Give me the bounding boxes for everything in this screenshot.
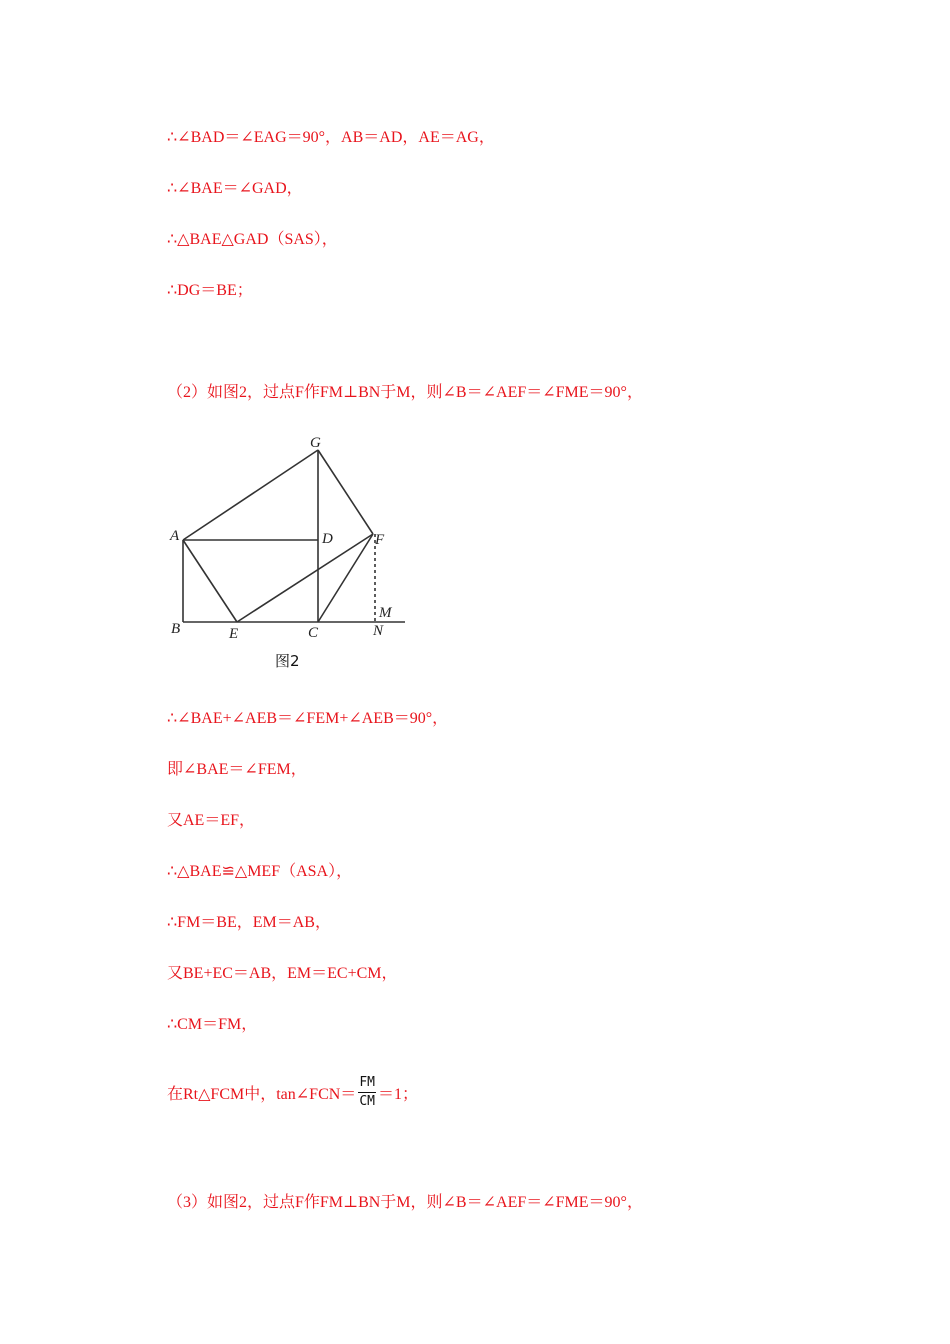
segment-EF: [237, 534, 373, 622]
geometry-figure-2: [165, 432, 415, 647]
label-G: G: [310, 435, 321, 451]
proof-line-8: 又AE＝EF，: [167, 812, 256, 829]
proof-line-6: ∴∠BAE+∠AEB＝∠FEM+∠AEB＝90°，: [167, 710, 449, 727]
figure-caption: 图2: [275, 652, 300, 670]
label-E: E: [229, 626, 239, 642]
fraction-denominator: CM: [359, 1094, 375, 1109]
tan-statement-prefix: 在Rt△FCM中，tan∠FCN＝: [167, 1086, 357, 1104]
proof-line-4: ∴DG＝BE；: [167, 282, 253, 299]
label-A: A: [170, 528, 180, 544]
segment-AG: [183, 450, 318, 540]
label-M: M: [379, 605, 392, 621]
proof-line-13: [167, 1075, 418, 1113]
proof-line-9: ∴△BAE≌△MEF（ASA），: [167, 863, 353, 880]
part-2-heading: （2）如图2，过点F作FM⊥BN于M，则∠B＝∠AEF＝∠FME＝90°，: [167, 384, 643, 401]
proof-line-3: ∴△BAE△GAD（SAS），: [167, 231, 338, 248]
segment-CF: [318, 534, 373, 622]
fraction-FM-over-CM: [358, 1075, 376, 1110]
proof-line-7: 即∠BAE＝∠FEM，: [167, 761, 307, 778]
part-3-heading: （3）如图2，过点F作FM⊥BN于M，则∠B＝∠AEF＝∠FME＝90°，: [167, 1194, 643, 1211]
proof-line-2: ∴∠BAE＝∠GAD，: [167, 180, 303, 197]
segment-AE: [183, 540, 237, 622]
tan-statement-suffix: ＝1；: [377, 1086, 418, 1104]
proof-line-10: ∴FM＝BE，EM＝AB，: [167, 914, 331, 931]
fraction-numerator: FM: [358, 1075, 376, 1093]
proof-line-12: ∴CM＝FM，: [167, 1016, 258, 1033]
segment-GF: [318, 450, 373, 534]
label-F: F: [375, 532, 385, 548]
label-D: D: [322, 531, 333, 547]
proof-line-1: ∴∠BAD＝∠EAG＝90°，AB＝AD，AE＝AG，: [167, 129, 495, 146]
label-N: N: [373, 623, 384, 639]
proof-line-11: 又BE+EC＝AB，EM＝EC+CM，: [167, 965, 398, 982]
label-C: C: [308, 625, 319, 641]
label-B: B: [171, 621, 181, 637]
